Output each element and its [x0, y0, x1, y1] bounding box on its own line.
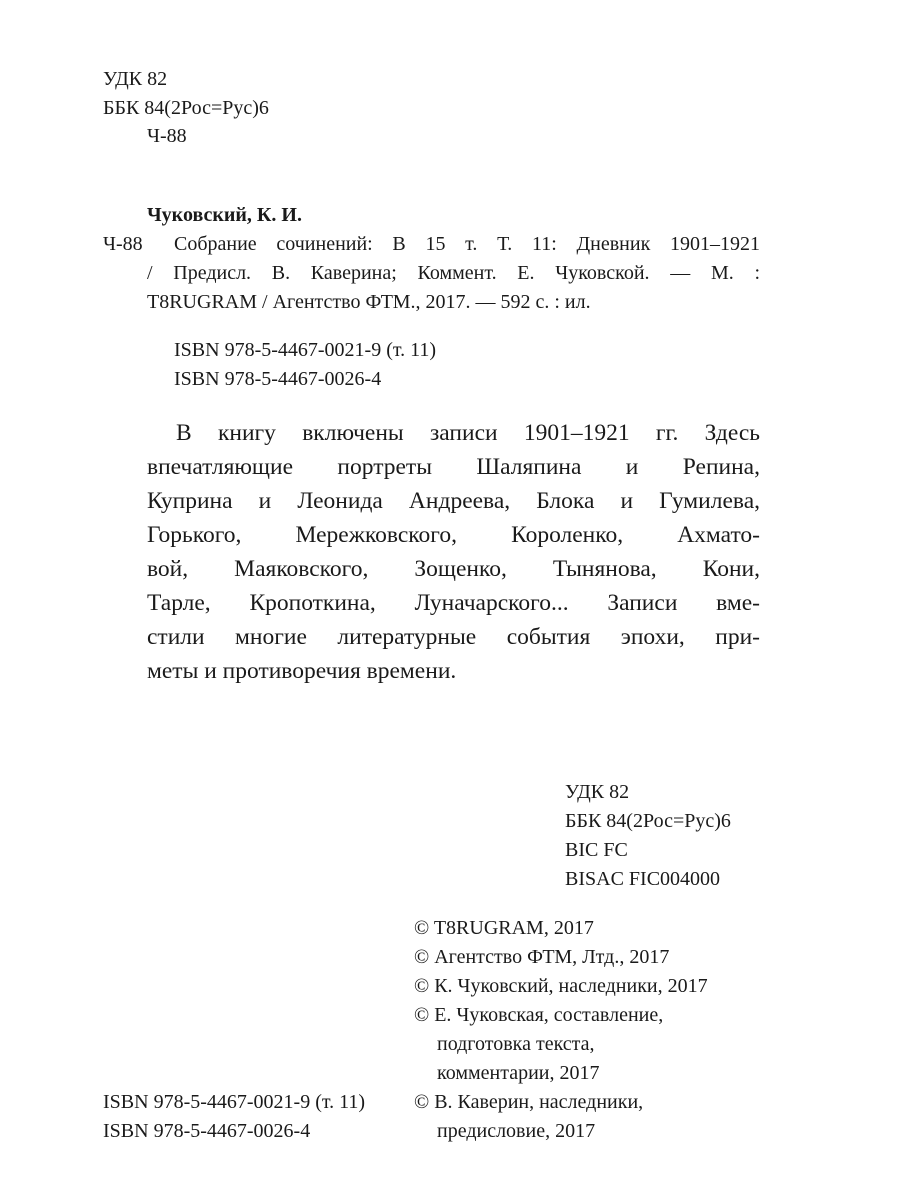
- bottom-isbn: ISBN 978-5-4467-0021-9 (т. 11): [103, 1091, 366, 1113]
- annotation-line: Куприна и Леонида Андреева, Блока и Гумилева,: [147, 488, 760, 514]
- record-isbn: ISBN 978-5-4467-0021-9 (т. 11): [174, 339, 437, 361]
- annotation-line: В книгу включены записи 1901–1921 гг. Здесь: [176, 420, 760, 446]
- annotation-line: впечатляющие портреты Шаляпина и Репина,: [147, 454, 760, 480]
- copyright-line: © Е. Чуковская, составление,: [414, 1004, 664, 1026]
- bottom-isbn: ISBN 978-5-4467-0026-4: [103, 1120, 311, 1142]
- copyright-line: подготовка текста,: [437, 1033, 595, 1055]
- annotation-line: Тарле, Кропоткина, Луначарского... Записи вме-: [147, 590, 760, 616]
- record-line: T8RUGRAM / Агентство ФТМ., 2017. — 592 с. : ил.: [147, 291, 591, 313]
- copyright-line: © К. Чуковский, наследники, 2017: [414, 975, 708, 997]
- annotation-line: меты и противоречия времени.: [147, 658, 457, 684]
- udk-code: УДК 82: [103, 68, 168, 90]
- copyright-line: © Агентство ФТМ, Лтд., 2017: [414, 946, 670, 968]
- copyright-line: © В. Каверин, наследники,: [414, 1091, 644, 1113]
- record-mark: Ч-88: [103, 233, 143, 255]
- class-code-bbk: ББК 84(2Рос=Рус)6: [565, 810, 731, 832]
- class-code-udk: УДК 82: [565, 781, 630, 803]
- copyright-line: © T8RUGRAM, 2017: [414, 917, 594, 939]
- bbk-code: ББК 84(2Рос=Рус)6: [103, 97, 269, 119]
- annotation-line: Горького, Мережковского, Короленко, Ахмато-: [147, 522, 760, 548]
- record-line: / Предисл. В. Каверина; Коммент. Е. Чуковской. — М. :: [147, 262, 760, 284]
- copyright-line: комментарии, 2017: [437, 1062, 600, 1084]
- record-line: Собрание сочинений: В 15 т. Т. 11: Дневник 1901–1921: [174, 233, 760, 255]
- record-isbn: ISBN 978-5-4467-0026-4: [174, 368, 382, 390]
- author-heading: Чуковский, К. И.: [147, 204, 302, 226]
- class-code-bisac: BISAC FIC004000: [565, 868, 721, 890]
- author-mark: Ч-88: [147, 125, 187, 147]
- annotation-line: вой, Маяковского, Зощенко, Тынянова, Кони,: [147, 556, 760, 582]
- annotation-line: стили многие литературные события эпохи, при-: [147, 624, 760, 650]
- class-code-bic: BIC FC: [565, 839, 628, 861]
- copyright-line: предисловие, 2017: [437, 1120, 596, 1142]
